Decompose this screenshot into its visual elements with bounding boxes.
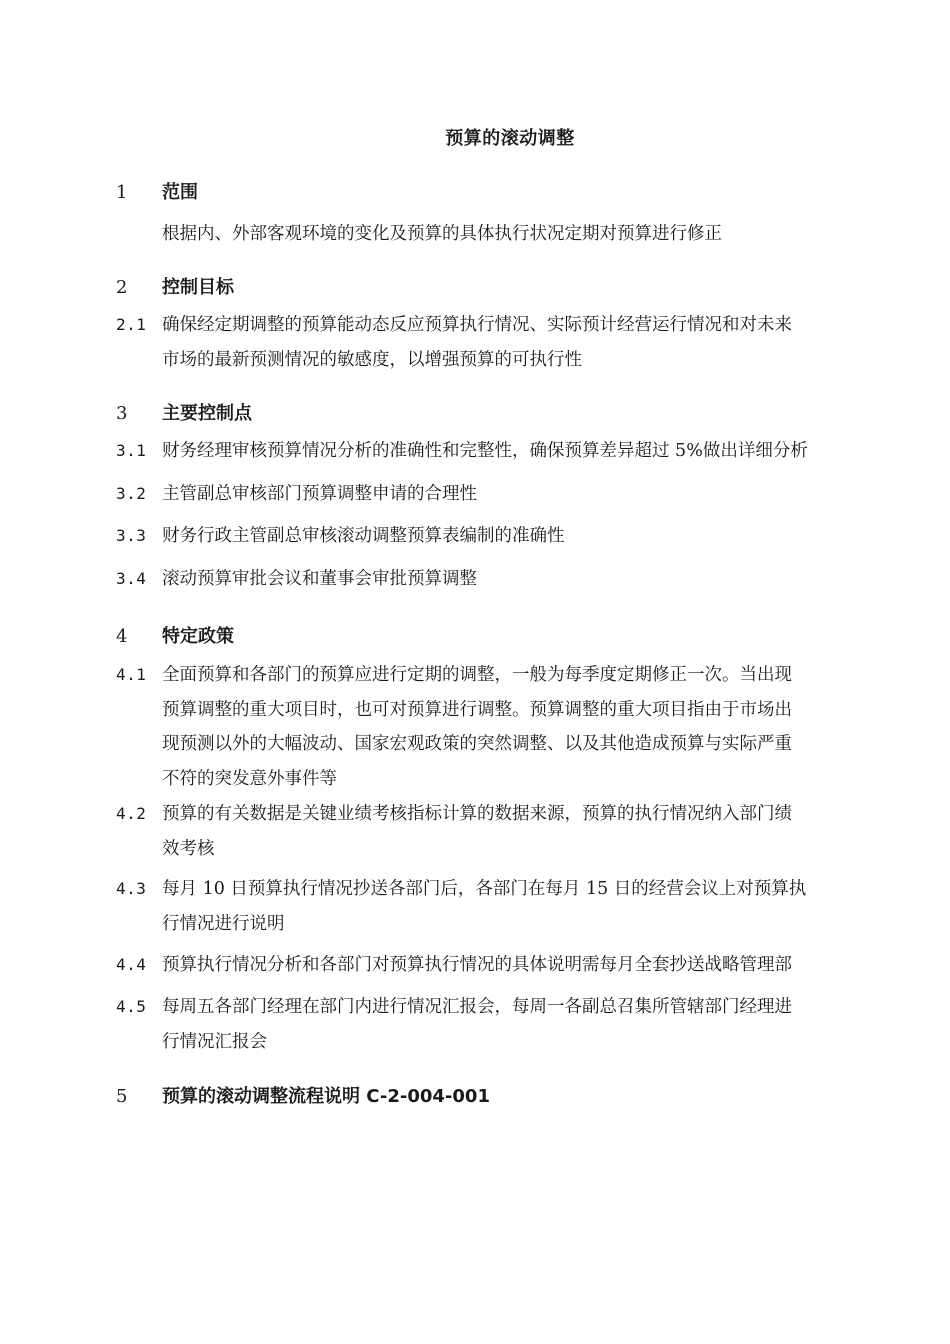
item-number: 4.1 xyxy=(116,665,147,684)
list-item xyxy=(116,562,861,597)
item-line: 现预测以外的大幅波动、国家宏观政策的突然调整、以及其他造成预算与实际严重 xyxy=(162,734,792,754)
list-item xyxy=(116,872,861,941)
section-title: 预算的滚动调整流程说明 C-2-004-001 xyxy=(162,1086,490,1107)
section-title: 特定政策 xyxy=(162,626,234,647)
item-line: 预算调整的重大项目时，也可对预算进行调整。预算调整的重大项目指由于市场出 xyxy=(162,699,792,720)
item-line: 滚动预算审批会议和董事会审批预算调整 xyxy=(162,569,477,589)
item-number: 4.4 xyxy=(116,955,147,974)
item-line: 每月 10 日预算执行情况抄送各部门后，各部门在每月 15 日的经营会议上对预算执 xyxy=(162,879,807,899)
item-line: 财务经理审核预算情况分析的准确性和完整性，确保预算差异超过 5%做出详细分析 xyxy=(162,441,808,461)
item-number: 3.2 xyxy=(116,484,147,503)
section-title: 范围 xyxy=(162,182,198,203)
item-number: 4.3 xyxy=(116,879,147,898)
page-title: 预算的滚动调整 xyxy=(445,128,575,149)
item-line: 预算执行情况分析和各部门对预算执行情况的具体说明需每月全套抄送战略管理部 xyxy=(162,955,792,975)
list-item xyxy=(116,477,861,512)
section-body: 根据内、外部客观环境的变化及预算的具体执行状况定期对预算进行修正 xyxy=(162,224,722,244)
section-heading-1 xyxy=(116,178,198,204)
list-item xyxy=(116,797,861,866)
section-number: 2 xyxy=(116,277,128,298)
section-title: 控制目标 xyxy=(162,277,234,298)
section-title: 主要控制点 xyxy=(162,403,252,424)
section-number: 4 xyxy=(116,626,128,647)
item-line: 行情况汇报会 xyxy=(162,1031,267,1052)
item-line: 效考核 xyxy=(162,838,215,859)
item-line: 确保经定期调整的预算能动态反应预算执行情况、实际预计经营运行情况和对未来 xyxy=(162,315,792,335)
item-line: 不符的突发意外事件等 xyxy=(162,768,337,789)
item-line: 财务行政主管副总审核滚动调整预算表编制的准确性 xyxy=(162,526,565,546)
list-item xyxy=(116,434,861,469)
item-line: 全面预算和各部门的预算应进行定期的调整，一般为每季度定期修正一次。当出现 xyxy=(162,665,792,685)
item-line: 行情况进行说明 xyxy=(162,913,285,934)
item-number: 3.4 xyxy=(116,569,147,588)
section-number: 1 xyxy=(116,182,128,203)
item-line: 每周五各部门经理在部门内进行情况汇报会，每周一各副总召集所管辖部门经理进 xyxy=(162,997,792,1017)
list-item xyxy=(116,519,861,554)
section-heading-4 xyxy=(116,622,234,648)
item-line: 预算的有关数据是关键业绩考核指标计算的数据来源，预算的执行情况纳入部门绩 xyxy=(162,804,792,824)
item-line: 主管副总审核部门预算调整申请的合理性 xyxy=(162,484,477,504)
list-item xyxy=(116,658,861,796)
item-number: 3.1 xyxy=(116,441,147,460)
list-item xyxy=(116,990,861,1059)
item-number: 2.1 xyxy=(116,315,147,334)
item-number: 4.2 xyxy=(116,804,147,823)
section-heading-5 xyxy=(116,1082,490,1108)
item-number: 4.5 xyxy=(116,997,147,1016)
section-number: 5 xyxy=(116,1086,128,1107)
list-item xyxy=(116,308,861,377)
section-heading-2 xyxy=(116,273,234,299)
section-number: 3 xyxy=(116,403,128,424)
item-line: 市场的最新预测情况的敏感度，以增强预算的可执行性 xyxy=(162,349,582,370)
list-item xyxy=(116,948,861,983)
section-heading-3 xyxy=(116,399,252,425)
item-number: 3.3 xyxy=(116,526,147,545)
